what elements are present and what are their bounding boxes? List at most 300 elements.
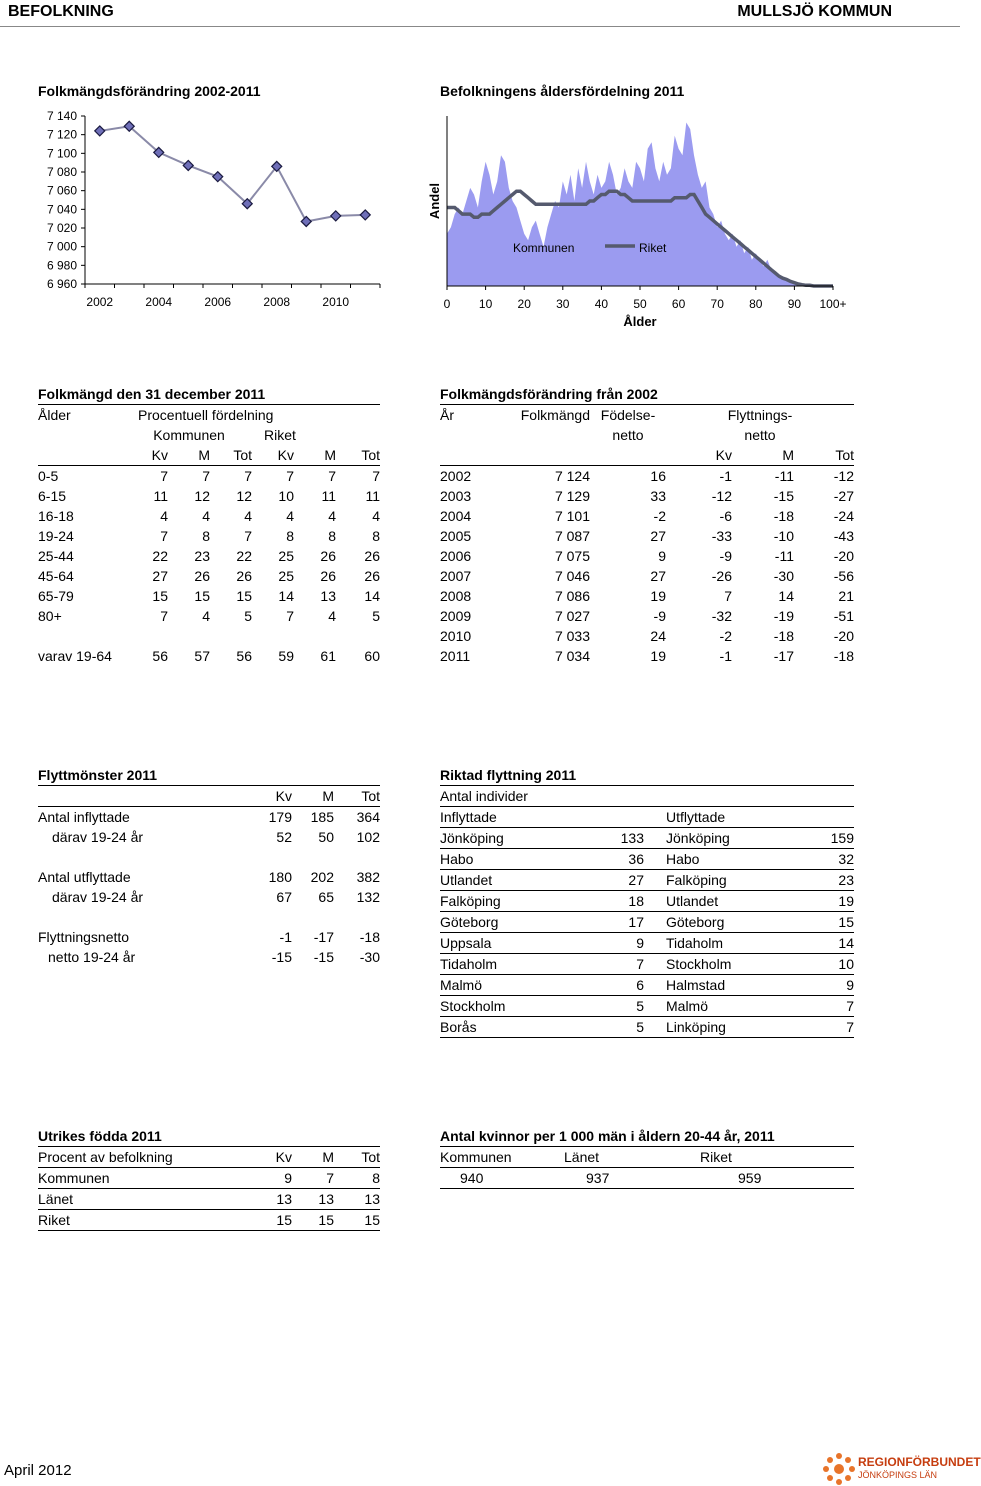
utrikes-row <box>38 1168 380 1189</box>
value-cell: -10 <box>773 528 794 544</box>
sun-logo-icon <box>822 1452 856 1486</box>
area-chart-title: Befolkningens åldersfördelning 2011 <box>440 83 685 99</box>
y-axis-label: Andel <box>427 182 442 220</box>
riktad-title: Riktad flyttning 2011 <box>440 765 854 786</box>
value-cell: 7 <box>286 468 294 484</box>
varav-row <box>38 646 380 666</box>
x-tick-label: 70 <box>710 297 724 311</box>
column-header: Tot <box>334 1147 380 1168</box>
value-cell: 15 <box>152 588 168 604</box>
value-cell: -1 <box>279 929 292 945</box>
flyttmonster-title: Flyttmönster 2011 <box>38 765 380 786</box>
year-label: 2003 <box>440 488 472 504</box>
destination-in: Tidaholm <box>440 954 566 975</box>
year-label: 2006 <box>440 548 472 564</box>
y-tick-label: 7 100 <box>46 146 77 161</box>
value-cell: -32 <box>711 608 732 624</box>
value-cell: 7 033 <box>554 628 590 644</box>
riktad-row <box>440 996 854 1017</box>
x-tick-label: 2002 <box>86 295 114 309</box>
column-header: Tot <box>210 445 252 466</box>
value-cell: -11 <box>774 468 794 484</box>
count-in: 36 <box>566 849 644 870</box>
y-tick-label: 7 060 <box>46 183 77 198</box>
value-cell: 180 <box>268 869 292 885</box>
forandring-table <box>440 384 854 666</box>
value-cell: 4 <box>202 508 210 524</box>
x-tick-label: 60 <box>671 297 686 311</box>
spacer-cell <box>644 933 666 954</box>
value-cell: 4 <box>328 508 336 524</box>
series-line <box>100 126 366 221</box>
value-cell: -15 <box>773 488 794 504</box>
value-cell: 13 <box>320 588 336 604</box>
value-cell: -20 <box>833 548 854 564</box>
destination-in: Göteborg <box>440 912 566 933</box>
value-cell: 7 <box>160 528 168 544</box>
value-cell: 8 <box>334 1168 380 1189</box>
flytt-row <box>38 827 380 847</box>
riktad-row <box>440 954 854 975</box>
year-label: 2002 <box>440 468 472 484</box>
flytt-label: därav 19-24 år <box>52 889 144 905</box>
value-cell: -9 <box>719 548 732 564</box>
value-cell: -12 <box>833 468 854 484</box>
count-in: 5 <box>566 996 644 1017</box>
year-row <box>440 546 854 566</box>
riktad-row <box>440 828 854 849</box>
value-cell: 25 <box>278 548 294 564</box>
col-riket: Riket <box>264 427 296 443</box>
value-cell: 7 <box>244 468 252 484</box>
value-cell: 7 086 <box>554 588 590 604</box>
x-tick-label: 20 <box>517 297 531 311</box>
column-header: M <box>292 786 334 807</box>
value-cell: 9 <box>248 1168 292 1189</box>
value-cell: 14 <box>278 588 294 604</box>
regionforbundet-logo <box>822 1452 981 1486</box>
age-row <box>38 546 380 566</box>
value-cell: 8 <box>286 528 294 544</box>
count-out: 23 <box>786 870 854 891</box>
utrikes-table <box>38 1126 380 1231</box>
value-cell: 56 <box>236 648 252 664</box>
value-cell: 7 087 <box>554 528 590 544</box>
year-row <box>440 466 854 487</box>
footer-date: April 2012 <box>4 1462 72 1479</box>
value-cell: -18 <box>773 508 794 524</box>
destination-in: Uppsala <box>440 933 566 954</box>
column-header: Tot <box>334 786 380 807</box>
column-header: Kv <box>252 445 294 466</box>
value-cell: 7 <box>160 468 168 484</box>
value-cell: 19 <box>650 648 666 664</box>
age-label: 65-79 <box>38 588 74 604</box>
flytt-row <box>38 887 380 907</box>
value-cell: 4 <box>372 508 380 524</box>
destination-out: Malmö <box>666 996 786 1017</box>
value-cell: 19 <box>650 588 666 604</box>
value-cell: 9 <box>658 548 666 564</box>
col-flytt-netto: netto <box>744 427 776 443</box>
value-cell: 959 <box>700 1168 854 1189</box>
year-row <box>440 506 854 526</box>
region-label: Riket <box>38 1210 248 1231</box>
folkmangd-title: Folkmängd den 31 december 2011 <box>38 384 380 405</box>
legend-kommunen-swatch <box>475 241 509 249</box>
x-axis-label: Ålder <box>623 314 657 329</box>
count-out: 15 <box>786 912 854 933</box>
count-in: 9 <box>566 933 644 954</box>
destination-out: Stockholm <box>666 954 786 975</box>
value-cell: -19 <box>773 608 794 624</box>
value-cell: 26 <box>320 568 336 584</box>
age-row <box>38 466 380 487</box>
col-utflyttade: Utflyttade <box>666 807 854 828</box>
column-header: Kommunen <box>440 1147 564 1168</box>
value-cell: 15 <box>334 1210 380 1231</box>
destination-out: Göteborg <box>666 912 786 933</box>
col-folkmangd: Folkmängd <box>520 407 590 423</box>
column-header: Tot <box>336 445 380 466</box>
value-cell: 57 <box>194 648 210 664</box>
year-label: 2008 <box>440 588 472 604</box>
col-ar: År <box>440 407 454 423</box>
riktad-row <box>440 933 854 954</box>
value-cell: 7 <box>202 468 210 484</box>
year-row <box>440 486 854 506</box>
utrikes-title: Utrikes födda 2011 <box>38 1126 380 1147</box>
year-row <box>440 526 854 546</box>
destination-out: Falköping <box>666 870 786 891</box>
x-tick-label: 50 <box>633 297 647 311</box>
value-cell: 59 <box>278 648 294 664</box>
value-cell: 26 <box>236 568 252 584</box>
x-tick-label: 30 <box>556 297 570 311</box>
col-kommunen: Kommunen <box>153 427 225 443</box>
col-procent-befolkning: Procent av befolkning <box>38 1147 248 1168</box>
age-distribution-chart <box>425 104 855 334</box>
value-cell: -1 <box>719 468 732 484</box>
spacer-cell <box>644 849 666 870</box>
value-cell: 56 <box>152 648 168 664</box>
value-cell: 7 124 <box>554 468 590 484</box>
value-cell: -2 <box>719 628 732 644</box>
value-cell: 5 <box>244 608 252 624</box>
value-cell: 132 <box>356 889 380 905</box>
value-cell: 15 <box>236 588 252 604</box>
value-cell: 16 <box>650 468 666 484</box>
value-cell: 15 <box>194 588 210 604</box>
value-cell: 27 <box>152 568 168 584</box>
value-cell: 202 <box>310 869 334 885</box>
value-cell: -18 <box>833 648 854 664</box>
col-fodelse: Födelse- <box>600 407 656 423</box>
flytt-label: därav 19-24 år <box>52 829 144 845</box>
destination-in: Falköping <box>440 891 566 912</box>
col-fodelse-netto: netto <box>612 427 644 443</box>
value-cell: 7 075 <box>554 548 590 564</box>
year-label: 2004 <box>440 508 472 524</box>
year-label: 2009 <box>440 608 472 624</box>
forandring-title: Folkmängdsförändring från 2002 <box>440 384 854 405</box>
value-cell: 25 <box>278 568 294 584</box>
column-header: M <box>732 445 794 466</box>
value-cell: 65 <box>318 889 334 905</box>
spacer-row <box>38 907 380 927</box>
year-row <box>440 646 854 666</box>
value-cell: 7 <box>292 1168 334 1189</box>
value-cell: 4 <box>202 608 210 624</box>
value-cell: 185 <box>310 809 334 825</box>
y-tick-label: 7 000 <box>46 239 77 254</box>
value-cell: -17 <box>313 929 334 945</box>
value-cell: 382 <box>356 869 380 885</box>
age-label: 16-18 <box>38 508 74 524</box>
value-cell: -33 <box>711 528 732 544</box>
value-cell: 7 <box>286 608 294 624</box>
year-row <box>440 606 854 626</box>
value-cell: 33 <box>650 488 666 504</box>
value-cell: 26 <box>194 568 210 584</box>
value-cell: -2 <box>653 508 666 524</box>
value-cell: 7 <box>160 608 168 624</box>
riktad-row <box>440 891 854 912</box>
value-cell: -15 <box>271 949 292 965</box>
value-cell: 7 <box>244 528 252 544</box>
value-cell: 937 <box>564 1168 700 1189</box>
riktad-row <box>440 912 854 933</box>
value-cell: -6 <box>719 508 732 524</box>
kvinnor-table <box>440 1126 854 1189</box>
value-cell: -56 <box>833 568 854 584</box>
destination-in: Habo <box>440 849 566 870</box>
data-point <box>301 216 311 226</box>
destination-out: Tidaholm <box>666 933 786 954</box>
destination-in: Stockholm <box>440 996 566 1017</box>
value-cell: -24 <box>833 508 854 524</box>
value-cell: -30 <box>773 568 794 584</box>
spacer-cell <box>644 870 666 891</box>
x-tick-label: 2006 <box>204 295 232 309</box>
count-out: 7 <box>786 1017 854 1038</box>
destination-out: Linköping <box>666 1017 786 1038</box>
year-row <box>440 626 854 646</box>
value-cell: 14 <box>364 588 380 604</box>
riktad-row <box>440 870 854 891</box>
column-header: M <box>292 1147 334 1168</box>
riktad-row <box>440 975 854 996</box>
value-cell: 21 <box>838 588 854 604</box>
col-procent: Procentuell fördelning <box>138 407 274 423</box>
value-cell: 24 <box>650 628 666 644</box>
value-cell: 5 <box>372 608 380 624</box>
value-cell: 4 <box>160 508 168 524</box>
x-tick-label: 0 <box>443 297 451 311</box>
column-header: Kv <box>666 445 732 466</box>
x-tick-label: 40 <box>594 297 609 311</box>
spacer-cell <box>644 975 666 996</box>
value-cell: -43 <box>833 528 854 544</box>
value-cell: -12 <box>711 488 732 504</box>
year-label: 2011 <box>440 648 471 664</box>
destination-out: Jönköping <box>666 828 786 849</box>
x-tick-label: 2008 <box>263 295 291 309</box>
value-cell: 14 <box>778 588 794 604</box>
column-header: Riket <box>700 1147 854 1168</box>
destination-in: Jönköping <box>440 828 566 849</box>
value-cell: 60 <box>364 648 380 664</box>
column-header: M <box>168 445 210 466</box>
riktad-subtitle: Antal individer <box>440 786 854 807</box>
value-cell: 7 <box>724 588 732 604</box>
value-cell: 26 <box>320 548 336 564</box>
value-cell: 8 <box>328 528 336 544</box>
riktad-row <box>440 849 854 870</box>
region-label: Kommunen <box>38 1168 248 1189</box>
value-cell: -20 <box>833 628 854 644</box>
flytt-label: Flyttningsnetto <box>38 929 130 945</box>
riktad-table <box>440 765 854 1038</box>
value-cell: 27 <box>650 528 666 544</box>
data-point <box>331 211 341 221</box>
value-cell: 940 <box>440 1168 564 1189</box>
value-cell: 179 <box>268 809 292 825</box>
count-out: 14 <box>786 933 854 954</box>
column-header: Kv <box>248 1147 292 1168</box>
year-row <box>440 566 854 586</box>
destination-in: Malmö <box>440 975 566 996</box>
x-tick-label: 2010 <box>322 295 350 309</box>
spacer-cell <box>644 954 666 975</box>
count-in: 17 <box>566 912 644 933</box>
y-tick-label: 7 080 <box>46 165 77 179</box>
value-cell: 8 <box>372 528 380 544</box>
value-cell: 7 046 <box>554 568 590 584</box>
value-cell: 26 <box>364 568 380 584</box>
folkmangd-table <box>38 384 380 666</box>
value-cell: 52 <box>276 829 292 845</box>
value-cell: 364 <box>356 809 380 825</box>
count-in: 6 <box>566 975 644 996</box>
population-line-chart <box>30 104 390 314</box>
value-cell: 15 <box>292 1210 334 1231</box>
value-cell: 12 <box>194 488 210 504</box>
age-row <box>38 606 380 626</box>
value-cell: 26 <box>364 548 380 564</box>
page-header <box>0 0 960 27</box>
value-cell: -51 <box>833 608 854 624</box>
value-cell: -17 <box>773 648 794 664</box>
value-cell: 10 <box>278 488 294 504</box>
flyttmonster-table <box>38 765 380 967</box>
spacer-cell <box>38 847 380 867</box>
value-cell: 8 <box>202 528 210 544</box>
destination-out: Habo <box>666 849 786 870</box>
value-cell: 11 <box>153 488 168 504</box>
year-row <box>440 586 854 606</box>
kommunen-area <box>447 123 833 287</box>
x-tick-label: 100+ <box>819 297 847 311</box>
age-label: 0-5 <box>38 468 59 484</box>
count-in: 5 <box>566 1017 644 1038</box>
value-cell: 61 <box>320 648 336 664</box>
value-cell: 7 101 <box>554 508 590 524</box>
count-out: 7 <box>786 996 854 1017</box>
value-cell: 23 <box>194 548 210 564</box>
value-cell: 13 <box>248 1189 292 1210</box>
value-cell: 7 <box>328 468 336 484</box>
age-label: 25-44 <box>38 548 74 564</box>
col-flytt: Flyttnings- <box>727 407 793 423</box>
value-cell: 4 <box>286 508 294 524</box>
x-tick-label: 2004 <box>145 295 173 309</box>
value-cell: -26 <box>711 568 732 584</box>
value-cell: -1 <box>719 648 732 664</box>
value-cell: 7 129 <box>554 488 590 504</box>
flytt-label: Antal utflyttade <box>38 869 131 885</box>
value-cell: 11 <box>321 488 336 504</box>
year-label: 2010 <box>440 628 472 644</box>
value-cell: 102 <box>356 829 380 845</box>
value-cell: 27 <box>650 568 666 584</box>
value-cell: -9 <box>653 608 666 624</box>
riktad-row <box>440 1017 854 1038</box>
year-label: 2005 <box>440 528 472 544</box>
count-in: 27 <box>566 870 644 891</box>
value-cell: 7 034 <box>554 648 590 664</box>
col-inflyttade: Inflyttade <box>440 807 644 828</box>
flytt-row <box>38 867 380 887</box>
age-row <box>38 486 380 506</box>
column-header: Kv <box>126 445 168 466</box>
region-label: Länet <box>38 1189 248 1210</box>
value-cell: 7 027 <box>554 608 590 624</box>
x-tick-label: 80 <box>749 297 763 311</box>
year-label: 2007 <box>440 568 472 584</box>
x-tick-label: 10 <box>478 297 493 311</box>
header-municipality: MULLSJÖ KOMMUN <box>737 3 892 20</box>
header-section-title: BEFOLKNING <box>8 3 114 20</box>
utrikes-row <box>38 1189 380 1210</box>
value-cell: 13 <box>334 1189 380 1210</box>
value-cell: -11 <box>774 548 794 564</box>
column-header: Tot <box>794 445 854 466</box>
y-tick-label: 7 020 <box>46 221 77 235</box>
value-cell: 7 <box>372 468 380 484</box>
y-tick-label: 7 140 <box>46 109 77 123</box>
spacer-cell <box>644 1017 666 1038</box>
count-in: 133 <box>566 828 644 849</box>
legend-riket-label: Riket <box>639 241 667 255</box>
value-cell: 4 <box>244 508 252 524</box>
value-cell: 11 <box>365 488 380 504</box>
spacer-cell <box>644 996 666 1017</box>
column-header: Kv <box>248 786 292 807</box>
age-label: 45-64 <box>38 568 74 584</box>
destination-in: Borås <box>440 1017 566 1038</box>
age-row <box>38 586 380 606</box>
column-header: M <box>294 445 336 466</box>
count-out: 19 <box>786 891 854 912</box>
data-point <box>360 210 370 220</box>
spacer-cell <box>644 891 666 912</box>
flytt-row <box>38 807 380 828</box>
line-chart-title: Folkmängdsförändring 2002-2011 <box>38 83 261 99</box>
y-tick-label: 7 120 <box>46 127 77 142</box>
legend-kommunen-label: Kommunen <box>513 241 575 255</box>
y-tick-label: 6 980 <box>46 258 77 273</box>
